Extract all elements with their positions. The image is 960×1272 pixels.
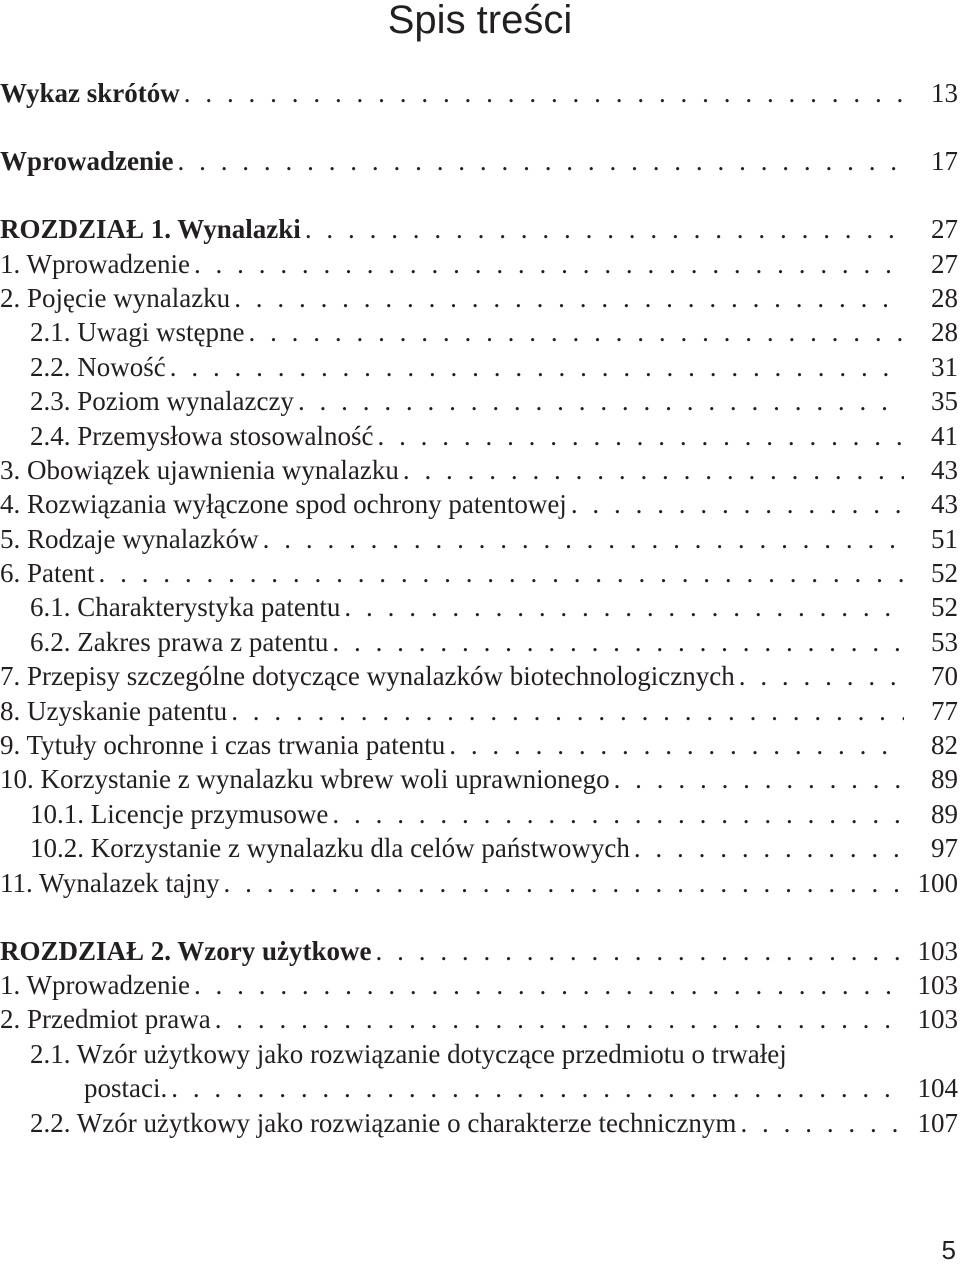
toc-entry-page: 52 [931,558,958,589]
toc-entry-page: 17 [931,146,958,177]
toc-entry-title: 7. Przepisy szczególne dotyczące wynalazków biotechnologicznych [0,661,735,692]
toc-entry-page: 97 [931,833,958,864]
dot-leader [166,350,904,384]
dot-leader [373,419,904,453]
toc-entry [0,728,958,762]
toc-entry-page: 104 [917,1073,958,1104]
toc-subentry [0,625,958,659]
toc-entry [0,281,958,315]
toc-entry-title: 9. Tytuły ochronne i czas trwania patentu [0,730,446,761]
toc-entry [0,968,958,1002]
toc-entry-title: ROZDZIAŁ 2. Wzory użytkowe [0,935,372,966]
dot-leader [190,968,904,1002]
toc-entry-title: 10.1. Licencje przymusowe [30,798,329,829]
toc-entry-title: 5. Rodzaje wynalazków [0,523,259,554]
toc-entry-title: 3. Obowiązek ujawnienia wynalazku [0,454,399,485]
toc-entry [0,76,958,110]
toc-entry-page: 28 [931,317,958,348]
dot-leader [340,590,904,624]
dot-leader [736,1106,904,1140]
dot-leader [174,144,905,178]
toc-subentry [0,1106,958,1140]
toc-entry-title: 8. Uzyskanie patentu [0,695,228,726]
toc-subentry [0,831,958,865]
toc-entry [0,866,958,900]
dot-leader [610,762,904,796]
toc-entry-title: 11. Wynalazek tajny [0,867,220,898]
toc-entry-page: 89 [931,764,958,795]
toc-entry-page: 82 [931,730,958,761]
toc-entry-title-continued: postaci. [84,1073,168,1104]
toc-entry-page: 43 [931,489,958,520]
dot-leader [259,522,904,556]
dot-leader [230,281,904,315]
toc-subentry-multiline [0,1037,958,1106]
toc-entry-page: 28 [931,282,958,313]
page-title: Spis treści [387,0,573,42]
toc-entry-title: 4. Rozwiązania wyłączone spod ochrony patentowej [0,489,567,520]
dot-leader [399,453,904,487]
toc-chapter-heading [0,934,958,968]
toc-entry-page: 41 [931,420,958,451]
dot-leader [180,76,904,110]
toc-entry [0,694,958,728]
toc-entry-title: 2. Przedmiot prawa [0,1004,211,1035]
dot-leader [301,212,904,246]
toc-entry-title: 2. Pojęcie wynalazku [0,282,231,313]
dot-leader [328,625,904,659]
toc-entry-page: 103 [917,970,958,1001]
toc-entry-page: 103 [917,935,958,966]
toc-entry [0,522,958,556]
dot-leader [630,831,904,865]
toc-entry [0,487,958,521]
toc-entry-page: 103 [917,1004,958,1035]
dot-leader [372,934,904,968]
dot-leader [328,797,904,831]
toc-subentry [0,590,958,624]
toc-entry-title: 2.1. Wzór użytkowy jako rozwiązanie dotyczące przedmiotu o trwałej [30,1038,787,1069]
table-of-contents [0,76,958,1140]
toc-entry-title: 2.1. Uwagi wstępne [30,317,245,348]
dot-leader [95,556,905,590]
toc-entry-title: 1. Wprowadzenie [0,248,190,279]
toc-entry-title: Wprowadzenie [0,146,174,177]
toc-subentry [0,350,958,384]
toc-entry-page: 52 [931,592,958,623]
toc-entry-title: 2.2. Wzór użytkowy jako rozwiązanie o charakterze technicznym [30,1107,737,1138]
toc-entry-title: 2.2. Nowość [30,351,166,382]
toc-entry-title: 6.1. Charakterystyka patentu [30,592,341,623]
toc-entry-title: 6. Patent [0,558,95,589]
dot-leader [294,384,904,418]
dot-leader [190,247,904,281]
dot-leader [735,659,904,693]
toc-subentry [0,419,958,453]
toc-entry-page: 51 [931,523,958,554]
toc-entry-page: 27 [931,214,958,245]
toc-entry [0,556,958,590]
toc-entry-page: 77 [931,695,958,726]
dot-leader [445,728,904,762]
toc-entry [0,247,958,281]
toc-entry [0,659,958,693]
toc-subentry [0,384,958,418]
page-number: 5 [941,1235,956,1265]
toc-entry-title: 2.4. Przemysłowa stosowalność [30,420,374,451]
toc-entry-continuation [0,1071,958,1105]
toc-chapter-heading [0,212,958,246]
toc-entry [0,144,958,178]
toc-entry-page: 89 [931,798,958,829]
toc-entry-title: 10.2. Korzystanie z wynalazku dla celów państwowych [30,833,630,864]
dot-leader [167,1071,904,1105]
toc-entry-page: 13 [931,78,958,108]
dot-leader [567,487,904,521]
toc-entry-title: 6.2. Zakres prawa z patentu [30,626,329,657]
toc-subentry [0,315,958,349]
toc-entry-page: 35 [931,386,958,417]
dot-leader [244,315,904,349]
toc-entry-title: Wykaz skrótów [0,78,180,108]
toc-entry-page: 31 [931,351,958,382]
toc-entry-page: 53 [931,626,958,657]
toc-entry-title: ROZDZIAŁ 1. Wynalazki [0,214,301,245]
toc-entry-page: 43 [931,454,958,485]
dot-leader [220,866,904,900]
toc-entry [0,1002,958,1036]
toc-entry-page: 100 [917,867,958,898]
dot-leader [227,694,904,728]
toc-entry-page: 107 [917,1107,958,1138]
dot-leader [211,1002,904,1036]
toc-entry [0,762,958,796]
toc-entry-title: 10. Korzystanie z wynalazku wbrew woli uprawnionego [0,764,610,795]
toc-subentry [0,797,958,831]
toc-entry-page: 27 [931,248,958,279]
toc-entry-title: 1. Wprowadzenie [0,970,190,1001]
toc-entry-title: 2.3. Poziom wynalazczy [30,386,294,417]
toc-entry [0,453,958,487]
toc-entry-page: 70 [931,661,958,692]
